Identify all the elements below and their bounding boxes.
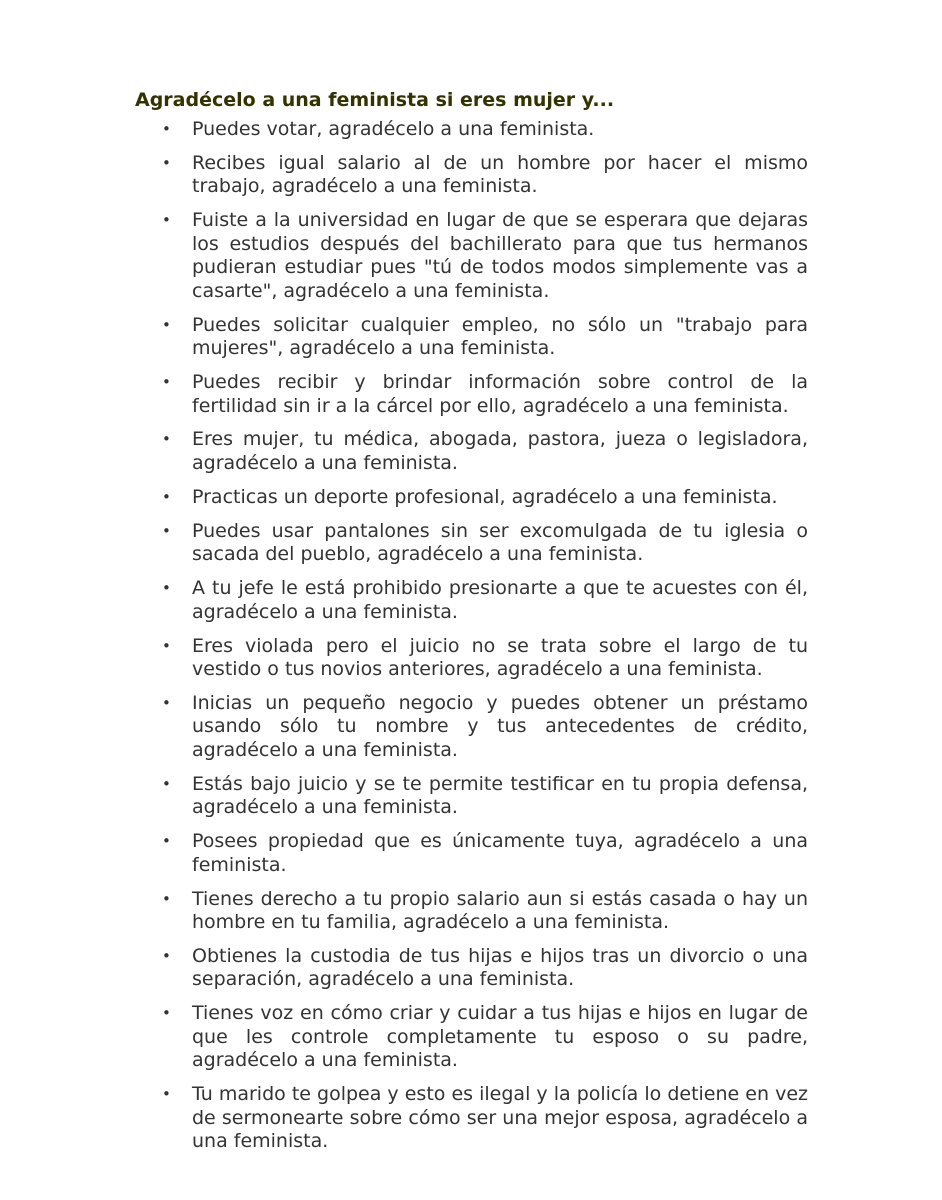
bullet-icon: • [162, 1085, 171, 1104]
bullet-icon: • [162, 315, 171, 334]
bullet-icon: • [162, 693, 171, 712]
list-item [162, 428, 808, 475]
bullet-icon: • [162, 430, 171, 449]
list-item [162, 520, 808, 567]
list-item-text: Practicas un deporte profesional, agradécelo a una feminista. [192, 485, 778, 508]
bullet-icon: • [162, 153, 171, 172]
list-item-text: Tienes derecho a tu propio salario aun si estás casada o hay un hombre en tu familia, agradécelo a una feminista. [192, 887, 808, 934]
list-item [162, 1002, 808, 1073]
bullet-icon: • [162, 373, 171, 392]
list-item-text: Eres mujer, tu médica, abogada, pastora, jueza o legisladora, agradécelo a una feminista. [192, 428, 808, 474]
bullet-icon: • [162, 487, 171, 506]
list-item [162, 118, 808, 142]
bullet-icon: • [162, 120, 171, 138]
bullet-icon: • [162, 636, 171, 655]
document-heading: Agradécelo a una feminista si eres mujer y... [135, 89, 615, 111]
list-item-text: Puedes recibir y brindar información sobre control de la fertilidad sin ir a la cárcel por ello, agradécelo a una feminista. [192, 371, 808, 417]
list-item-text: Puedes votar, agradécelo a una feminista. [192, 118, 595, 140]
list-item [162, 773, 808, 820]
bullet-icon: • [162, 946, 171, 965]
bullet-list [162, 118, 808, 1164]
list-item [162, 692, 808, 763]
bullet-icon: • [162, 579, 171, 598]
list-item-text: Eres violada pero el juicio no se trata sobre el largo de tu vestido o tus novios anteriores, agradécelo a una feminista. [192, 634, 808, 681]
bullet-icon: • [162, 774, 171, 793]
bullet-icon: • [162, 211, 171, 230]
bullet-icon: • [162, 1004, 171, 1023]
bullet-icon: • [162, 521, 171, 540]
list-item [162, 209, 808, 303]
list-item [162, 486, 808, 510]
list-item [162, 830, 808, 877]
list-item-text: Tienes voz en cómo criar y cuidar a tus hijas e hijos en lugar de que les controle completamente tu esposo o su padre, agradécelo a una feminista. [192, 1002, 808, 1072]
list-item [162, 314, 808, 361]
list-item-text: Obtienes la custodia de tus hijas e hijos tras un divorcio o una separación, agradécelo a una feminista. [192, 944, 808, 991]
list-item [162, 577, 808, 624]
list-item-text: Estás bajo juicio y se te permite testificar en tu propia defensa, agradécelo a una feminista. [192, 772, 808, 819]
list-item-text: Fuiste a la universidad en lugar de que se esperara que dejaras los estudios después del bachillerato para que tus hermanos pudieran estudiar pues "tú de todos modos simplemente vas a casarte", agradécelo a una feminista. [192, 209, 808, 302]
list-item-text: A tu jefe le está prohibido presionarte a que te acuestes con él, agradécelo a una feminista. [192, 577, 808, 623]
list-item-text: Posees propiedad que es únicamente tuya, agradécelo a una feminista. [192, 830, 808, 876]
list-item-text: Puedes solicitar cualquier empleo, no sólo un "trabajo para mujeres", agradécelo a una feminista. [192, 313, 808, 360]
list-item [162, 888, 808, 935]
list-item-text: Recibes igual salario al de un hombre por hacer el mismo trabajo, agradécelo a una feminista. [192, 151, 808, 198]
list-item [162, 945, 808, 992]
list-item [162, 635, 808, 682]
list-item [162, 1083, 808, 1154]
list-item [162, 371, 808, 418]
bullet-icon: • [162, 832, 171, 851]
list-item-text: Tu marido te golpea y esto es ilegal y la policía lo detiene en vez de sermonearte sobre cómo ser una mejor esposa, agradécelo a una feminista. [192, 1083, 808, 1153]
list-item [162, 152, 808, 199]
list-item-text: Puedes usar pantalones sin ser excomulgada de tu iglesia o sacada del pueblo, agradécelo a una feminista. [192, 519, 808, 566]
bullet-icon: • [162, 889, 171, 908]
list-item-text: Inicias un pequeño negocio y puedes obtener un préstamo usando sólo tu nombre y tus antecedentes de crédito, agradécelo a una feminista. [192, 691, 808, 761]
